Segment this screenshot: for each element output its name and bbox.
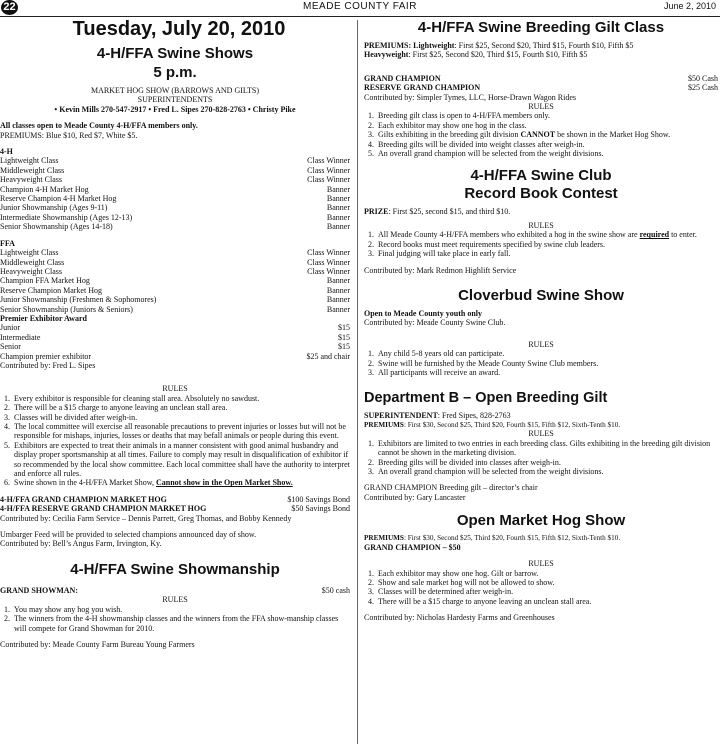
showmanship-contrib: Contributed by: Meade County Farm Bureau Young Farmers — [0, 639, 195, 649]
rules-list — [0, 394, 350, 488]
rule-item: 3. All participants will receive an award. — [376, 368, 718, 377]
rule-item: 3. An overall grand champion will be selected from the weight divisions. — [376, 467, 718, 476]
deptb-superintendent: SUPERINTENDENT: Fred Sipes, 828-2763 — [364, 411, 511, 421]
class-row — [0, 323, 350, 332]
class-award: Class Winner — [307, 165, 350, 175]
club-rules-list — [364, 230, 718, 258]
rule-item: 1. All Meade County 4-H/FFA members who exhibited a hog in the swine show are required to enter. — [376, 230, 718, 239]
class-name: Middleweight Class — [0, 257, 65, 267]
club-rules-label: RULES — [528, 220, 554, 230]
class-award: Banner — [326, 222, 350, 232]
class-award: Class Winner — [307, 257, 350, 267]
class-award: Banner — [326, 285, 350, 295]
rule-item: 2. Breeding gilts will be divided into classes after weigh-in. — [376, 458, 718, 467]
class-row — [0, 194, 350, 203]
page-header — [0, 0, 720, 17]
rule-item: 1. Breeding gilt class is open to 4-H/FFA members only. — [376, 111, 718, 120]
rule-item: 1. Any child 5-8 years old can participate. — [376, 349, 718, 358]
class-award: Banner — [326, 212, 350, 222]
section-4h-label: 4-H — [0, 147, 13, 157]
page-number: 22 — [1, 0, 18, 15]
class-name: Reserve Champion 4-H Market Hog — [0, 194, 117, 204]
club-title-line2: Record Book Contest — [464, 185, 618, 203]
premier-label: Premier Exhibitor Award — [0, 313, 87, 323]
rule-item: 2. Each exhibitor may show one hog in the class. — [376, 121, 718, 130]
swine-shows-title: 4-H/FFA Swine Shows — [96, 45, 254, 62]
club-title-line1: 4-H/FFA Swine Club — [470, 167, 612, 185]
rule-item: 5. Exhibitors are expected to treat their animals in a manner consistent with good animal husbandry and display proper sportsmanship at all times. Failure to comply may result in disqualification of exhibitor if so recommended by the local show committee. Each local committee shall have the authority to interpret and enforce all rules. — [12, 441, 350, 479]
class-name: Intermediate Showmanship (Ages 12-13) — [0, 212, 133, 222]
rule-item: 4. There will be a $15 charge to anyone leaving an unclean stall area. — [376, 597, 718, 606]
rule-item: 1. Every exhibitor is responsible for cleaning stall area. Absolutely no sawdust. — [12, 394, 350, 403]
reserve-champion-row: 4-H/FFA RESERVE GRAND CHAMPION MARKET HOG $50 Savings Bond — [0, 504, 350, 514]
rule-item: 4. The local committee will exercise all reasonable precautions to prevent injuries or losses but will not be responsible for mishaps, injuries, losses or deaths that may befall animals or people during this event. — [12, 422, 350, 441]
class-row — [0, 295, 350, 304]
cloverbud-rules-list — [364, 349, 718, 377]
class-row — [0, 213, 350, 222]
cloverbud-contrib: Contributed by: Meade County Swine Club. — [364, 318, 506, 328]
omh-premiums: PREMIUMS: First $30, Second $25, Third $20, Fourth $15, Fifth $12, Sixth-Tenth $10. — [364, 534, 621, 543]
class-name: Champion premier exhibitor — [0, 351, 92, 361]
class-name: Lightweight Class — [0, 248, 59, 258]
class-award: Banner — [326, 184, 350, 194]
rule-item: 1. You may show any hog you wish. — [12, 605, 350, 614]
club-prize: PRIZE: First $25, second $15, and third $10. — [364, 207, 511, 217]
class-row — [0, 222, 350, 231]
class-name: Senior Showmanship (Juniors & Seniors) — [0, 304, 133, 314]
right-column — [364, 19, 718, 623]
day-title: Tuesday, July 20, 2010 — [72, 18, 286, 40]
rule-item: 3. Classes will be divided after weigh-in. — [12, 413, 350, 422]
open-market-hog-title: Open Market Hog Show — [456, 512, 626, 530]
issue-date: June 2, 2010 — [663, 1, 716, 11]
superintendents-label: SUPERINTENDENTS — [137, 95, 213, 105]
champion-contrib: Contributed by: Cecilia Farm Service – Dennis Parrett, Greg Thomas, and Bobby Kennedy — [0, 513, 292, 523]
class-row — [0, 286, 350, 295]
class-name: Junior — [0, 323, 20, 333]
premiums: PREMIUMS: Blue $10, Red $7, White $5. — [0, 130, 138, 140]
gilt-grand-row: GRAND CHAMPION $50 Cash — [364, 73, 718, 83]
class-name: Reserve Champion Market Hog — [0, 285, 102, 295]
gilt-class-title: 4-H/FFA Swine Breeding Gilt Class — [417, 19, 665, 36]
class-row — [0, 175, 350, 184]
class-row — [0, 248, 350, 257]
deptb-grand: GRAND CHAMPION Breeding gilt – director’s chair — [364, 483, 538, 493]
omh-rules-list — [364, 569, 718, 607]
rule-item: 2. There will be a $15 charge to anyone leaving an unclean stall area. — [12, 403, 350, 412]
class-name: Junior Showmanship (Freshmen & Sophomores) — [0, 295, 157, 305]
omh-grand: GRAND CHAMPION – $50 — [364, 542, 461, 552]
class-award: $15 — [338, 342, 350, 352]
gilt-premiums-heavy: Heavyweight: First $25, Second $20, Third $15, Fourth $10, Fifth $5 — [364, 50, 588, 60]
grand-champion-row: 4-H/FFA GRAND CHAMPION MARKET HOG $100 Savings Bond — [0, 494, 350, 504]
showmanship-rules-list — [0, 605, 350, 633]
class-award: Class Winner — [307, 266, 350, 276]
showmanship-title: 4-H/FFA Swine Showmanship — [70, 560, 280, 578]
show-time: 5 p.m. — [153, 64, 197, 81]
class-award: $15 — [338, 323, 350, 333]
cloverbud-rules-label: RULES — [528, 339, 554, 349]
class-award: Class Winner — [307, 248, 350, 258]
premier-list — [0, 323, 350, 361]
gilt-premiums-light: PREMIUMS: Lightweight: First $25, Second $20, Third $15, Fourth $10, Fifth $5 — [364, 41, 634, 50]
rules-label: RULES — [162, 384, 188, 394]
open-note: All classes open to Meade County 4-H/FFA members only. — [0, 121, 198, 131]
market-hog-subtitle: MARKET HOG SHOW (BARROWS AND GILTS) — [90, 86, 260, 95]
class-name: Middleweight Class — [0, 165, 65, 175]
rule-item: 3. Classes will be determined after weigh-in. — [376, 587, 718, 596]
rule-item: 4. Breeding gilts will be divided into weight classes after weigh-in. — [376, 140, 718, 149]
cloverbud-open: Open to Meade County youth only — [364, 308, 483, 318]
cloverbud-title: Cloverbud Swine Show — [458, 286, 624, 304]
class-award: Banner — [326, 203, 350, 213]
rule-item: 5. An overall grand champion will be selected from the weight divisions. — [376, 149, 718, 158]
class-row — [0, 203, 350, 212]
class-award: Class Winner — [307, 175, 350, 185]
class-row — [0, 352, 350, 361]
deptb-premiums: PREMIUMS: First $30, Second $25, Third $20, Fourth $15, Fifth $12, Sixth-Tenth $10. — [364, 420, 621, 429]
column-divider — [357, 20, 358, 744]
rule-item: 1. Each exhibitor may show one hog. Gilt or barrow. — [376, 569, 718, 578]
grand-showman-row: GRAND SHOWMAN: $50 cash — [0, 585, 350, 595]
class-row — [0, 156, 350, 165]
class-name: Lightweight Class — [0, 156, 59, 166]
class-award: Banner — [326, 194, 350, 204]
deptb-contrib: Contributed by: Gary Lancaster — [364, 492, 466, 502]
rule-item: 1. Exhibitors are limited to two entries in each breeding class. Gilts exhibiting in the breeding gilt division cannot be shown in the marketing division. — [376, 439, 718, 458]
class-name: Senior Showmanship (Ages 14-18) — [0, 222, 113, 232]
class-name: Heavyweight Class — [0, 266, 62, 276]
class-award: Banner — [326, 276, 350, 286]
publication-title: MEADE COUNTY FAIR — [303, 1, 417, 12]
gilt-reserve-row: RESERVE GRAND CHAMPION $25 Cash — [364, 83, 718, 93]
class-name: Intermediate — [0, 332, 41, 342]
rule-item: 2. Record books must meet requirements specified by swine club leaders. — [376, 240, 718, 249]
rule-item: 2. Swine will be furnished by the Meade County Swine Club members. — [376, 359, 718, 368]
premier-contrib: Contributed by: Fred L. Sipes — [0, 360, 96, 370]
class-row — [0, 166, 350, 175]
class-name: Heavyweight Class — [0, 175, 62, 185]
rule-item: 3. Gilts exhibiting in the breeding gilt division CANNOT be shown in the Market Hog Show. — [376, 130, 718, 139]
showmanship-rules-label: RULES — [162, 595, 188, 605]
class-row — [0, 305, 350, 314]
gilt-rules-list — [364, 111, 718, 158]
classes-4h-list — [0, 156, 350, 231]
deptb-title: Department B – Open Breeding Gilt — [364, 390, 608, 407]
class-row — [0, 333, 350, 342]
deptb-rules-list — [364, 439, 718, 477]
section-ffa-label: FFA — [0, 238, 15, 248]
class-name: Champion FFA Market Hog — [0, 276, 90, 286]
class-award: $15 — [338, 332, 350, 342]
omh-rules-label: RULES — [528, 559, 554, 569]
class-name: Senior — [0, 342, 21, 352]
rule-item: 3. Final judging will take place in early fall. — [376, 249, 718, 258]
class-award: $25 and chair — [306, 351, 350, 361]
superintendents-list: • Kevin Mills 270-547-2917 • Fred L. Sipes 270-828-2763 • Christy Pike — [54, 104, 296, 114]
class-award: Banner — [326, 295, 350, 305]
gilt-rules-label: RULES — [528, 102, 554, 112]
feed-contrib: Contributed by: Bell’s Angus Farm, Irvington, Ky. — [0, 539, 162, 549]
gilt-contrib: Contributed by: Simpler Tymes, LLC, Horse-Drawn Wagon Rides — [364, 92, 577, 102]
club-contrib: Contributed by: Mark Redmon Highlift Service — [364, 265, 517, 275]
rule-item: 2. The winners from the 4-H showmanship classes and the winners from the FFA show-manship classes will compete for Grand Showman for 2010. — [12, 614, 350, 633]
class-row — [0, 276, 350, 285]
class-award: Banner — [326, 304, 350, 314]
class-name: Champion 4-H Market Hog — [0, 184, 89, 194]
class-award: Class Winner — [307, 156, 350, 166]
class-name: Junior Showmanship (Ages 9-11) — [0, 203, 108, 213]
class-row — [0, 185, 350, 194]
class-row — [0, 342, 350, 351]
rule-item: 2. Show and sale market hog will not be allowed to show. — [376, 578, 718, 587]
class-row — [0, 267, 350, 276]
classes-ffa-list — [0, 248, 350, 314]
deptb-rules-label: RULES — [528, 429, 554, 439]
left-column — [0, 45, 350, 649]
rule-item: 6. Swine shown in the 4-H/FFA Market Show, Cannot show in the Open Market Show. — [12, 478, 350, 487]
class-row — [0, 258, 350, 267]
omh-contrib: Contributed by: Nicholas Hardesty Farms and Greenhouses — [364, 613, 555, 623]
feed-note: Umbarger Feed will be provided to selected champions announced day of show. — [0, 530, 257, 540]
